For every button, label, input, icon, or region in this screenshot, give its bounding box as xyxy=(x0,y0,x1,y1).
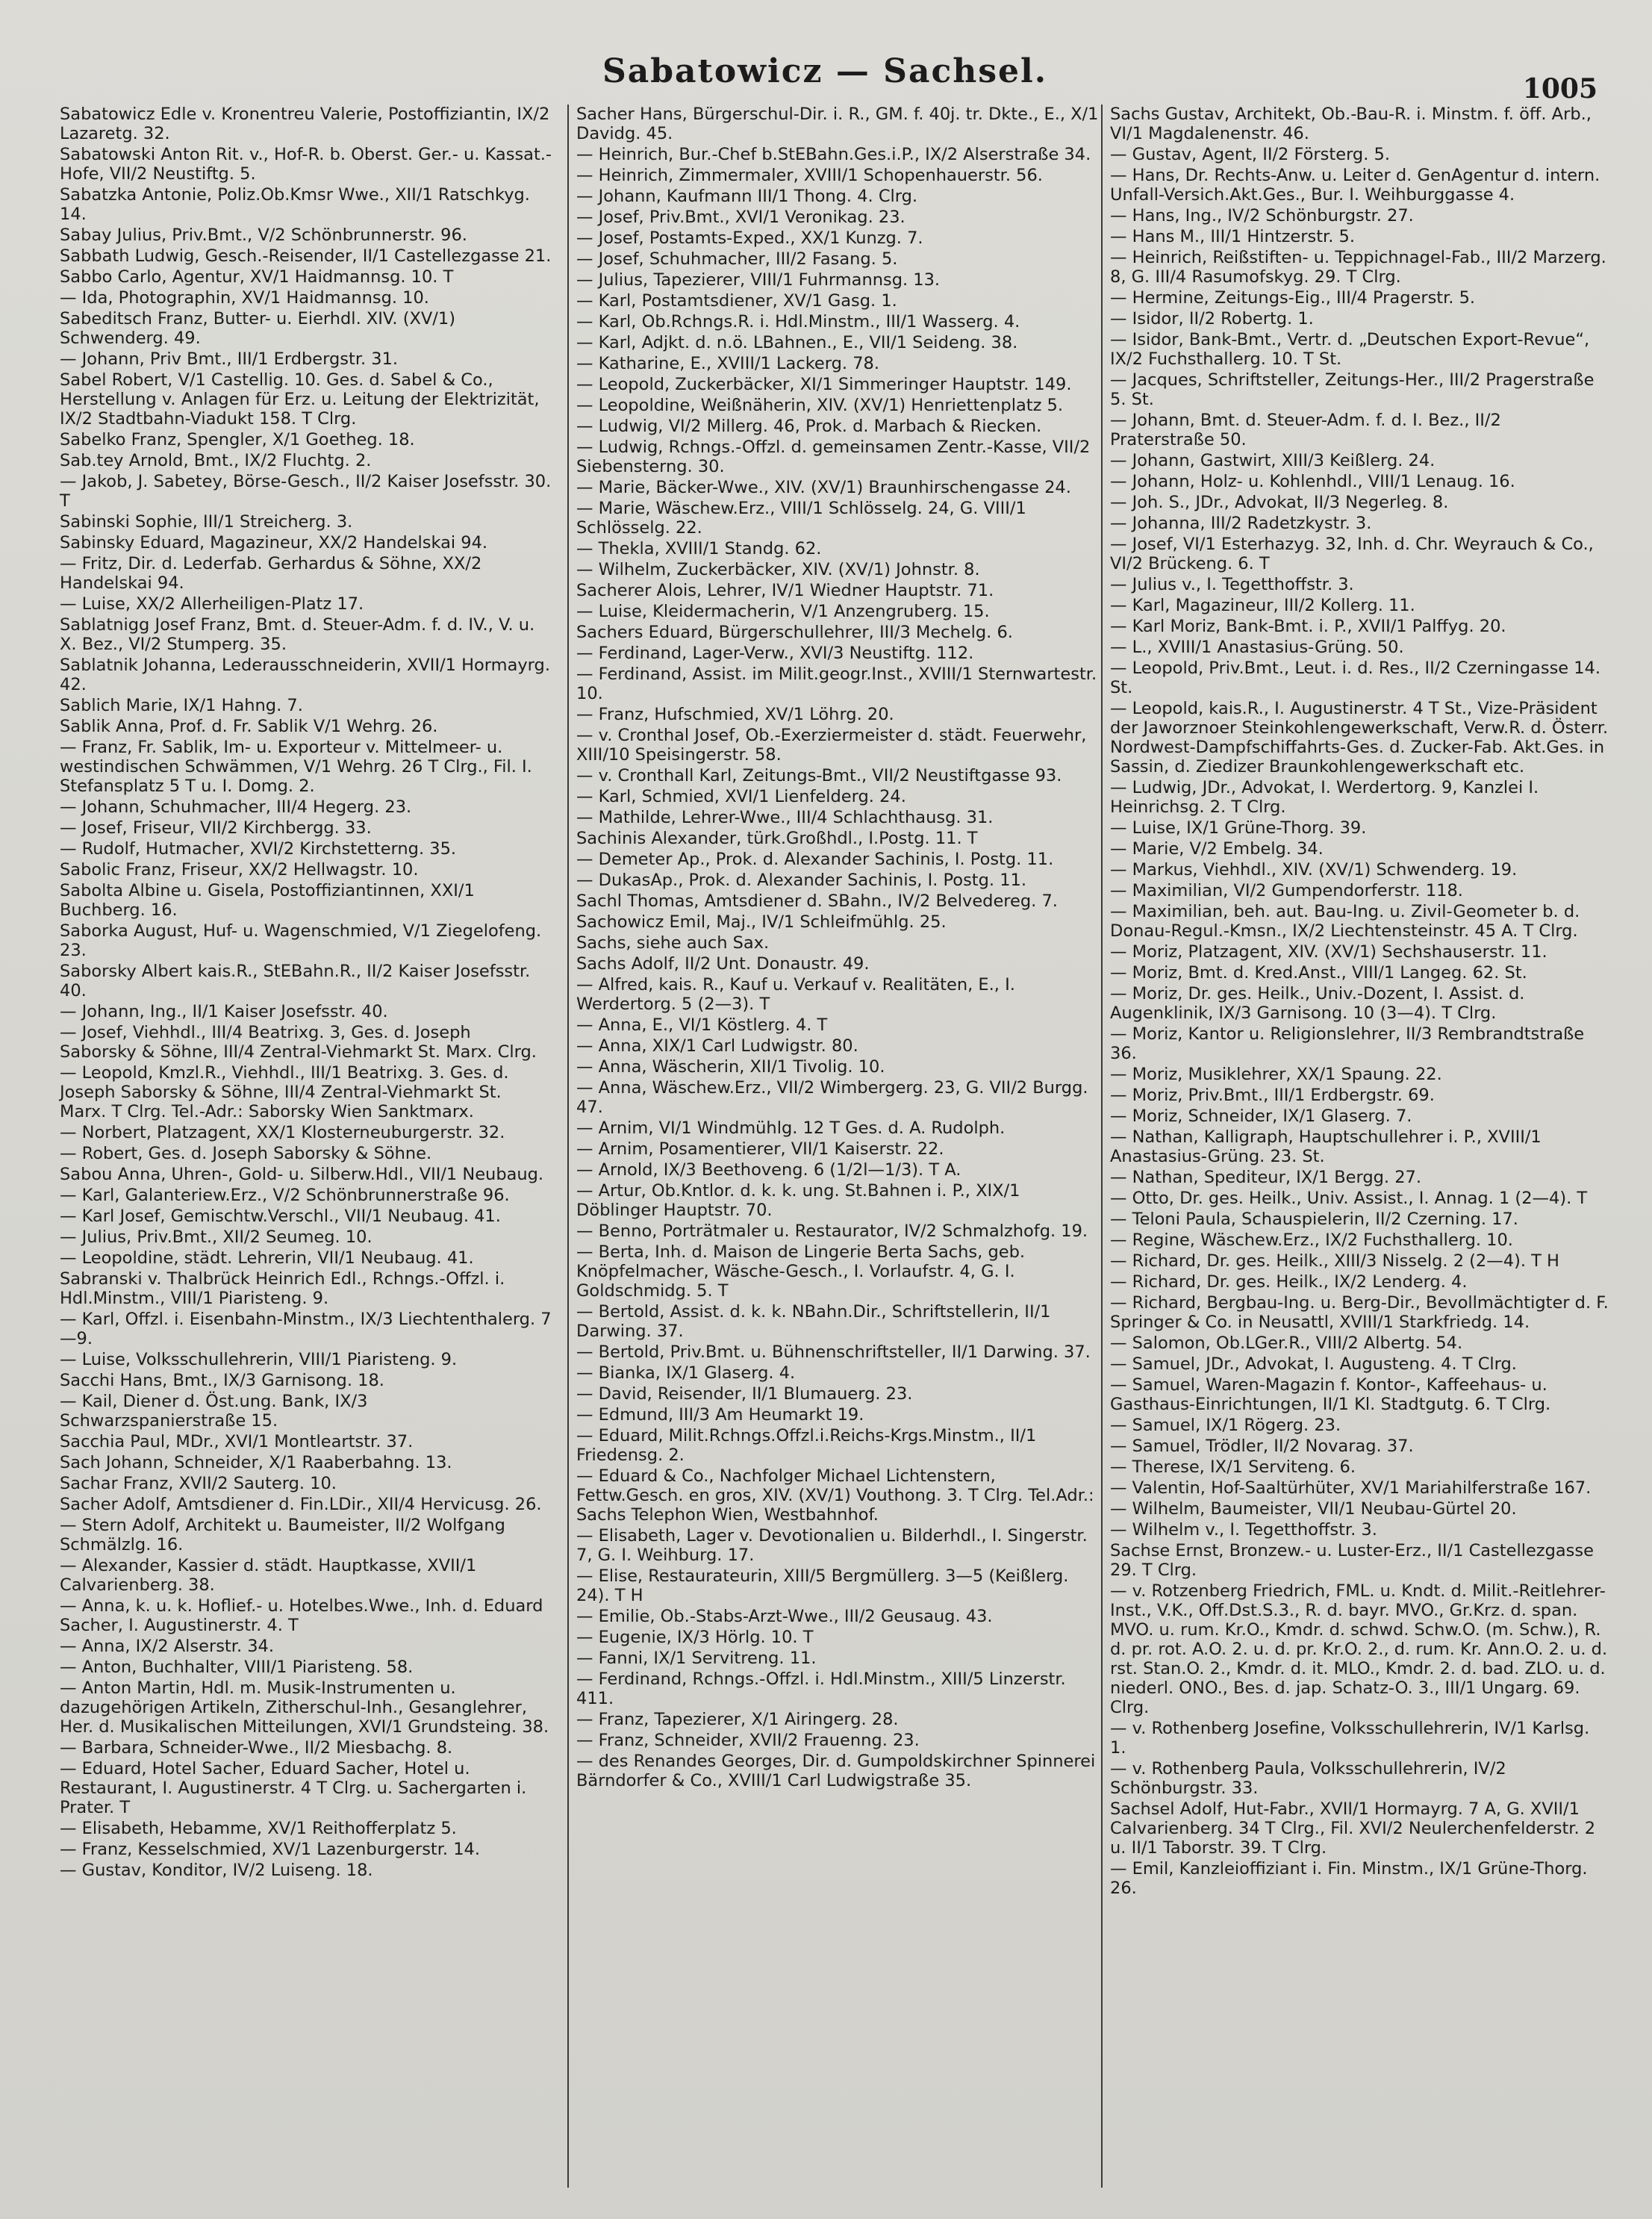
directory-entry: — Gustav, Konditor, IV/2 Luiseng. 18. xyxy=(60,1861,373,1880)
directory-entry: — des Renandes Georges, Dir. d. Gumpoldskirchner Spinnerei Bärndorfer & Co., XVIII/1 Carl Ludwigstraße 35. xyxy=(576,1752,1101,1790)
directory-entry: — Johann, Holz- u. Kohlenhdl., VIII/1 Lenaug. 16. xyxy=(1110,472,1515,491)
directory-entry: — Leopold, Priv.Bmt., Leut. i. d. Res., II/2 Czerningasse 14. St. xyxy=(1110,659,1606,697)
directory-entry: — Wilhelm, Zuckerbäcker, XIV. (XV/1) Johnstr. 8. xyxy=(576,560,980,579)
directory-entry: Sacherer Alois, Lehrer, IV/1 Wiedner Hauptstr. 71. xyxy=(576,581,994,600)
directory-entry: — Emil, Kanzleioffiziant i. Fin. Minstm., IX/1 Grüne-Thorg. 26. xyxy=(1110,1859,1593,1898)
directory-entry: Sachs Gustav, Architekt, Ob.-Bau-R. i. Minstm. f. öff. Arb., VI/1 Magdalenenstr. 46. xyxy=(1110,105,1598,143)
directory-entry: — Thekla, XVIII/1 Standg. 62. xyxy=(576,539,822,558)
directory-entry: — Fanni, IX/1 Servitreng. 11. xyxy=(576,1649,817,1668)
directory-entry: — Moriz, Dr. ges. Heilk., Univ.-Dozent, I. Assist. d. Augenklinik, IX/3 Garnisong. 10 (3—4). T Clrg. xyxy=(1110,984,1530,1023)
directory-entry: — Alfred, kais. R., Kauf u. Verkauf v. Realitäten, E., I. Werdertorg. 5 (2—3). T xyxy=(576,975,1021,1014)
directory-entry: — Johann, Priv Bmt., III/1 Erdbergstr. 31. xyxy=(60,349,399,369)
directory-entry: Sachl Thomas, Amtsdiener d. SBahn., IV/2 Belvedereg. 7. xyxy=(576,891,1058,911)
directory-entry: — Artur, Ob.Kntlor. d. k. k. ung. St.Bahnen i. P., XIX/1 Döblinger Hauptstr. 70. xyxy=(576,1181,1026,1220)
directory-entry: — Ferdinand, Rchngs.-Offzl. i. Hdl.Minstm., XIII/5 Linzerstr. 411. xyxy=(576,1669,1071,1708)
directory-entry: — Josef, Schuhmacher, III/2 Fasang. 5. xyxy=(576,249,898,269)
directory-entry: — Markus, Viehhdl., XIV. (XV/1) Schwenderg. 19. xyxy=(1110,860,1518,880)
directory-entry: — Eduard & Co., Nachfolger Michael Lichtenstern, Fettw.Gesch. en gros, XIV. (XV/1) Vouthong. 3. T Clrg. Tel.Adr.: Sachs Telephon Wien, Westbahnhof. xyxy=(576,1466,1100,1525)
directory-entry: — Richard, Bergbau-Ing. u. Berg-Dir., Bevollmächtigter d. F. Springer & Co. in Neusattl, XVIII/1 Starkfriedg. 14. xyxy=(1110,1293,1614,1332)
directory-entry: — Salomon, Ob.LGer.R., VIII/2 Albertg. 54. xyxy=(1110,1333,1463,1353)
directory-entry: — Josef, Friseur, VII/2 Kirchbergg. 33. xyxy=(60,818,372,838)
directory-entry: Sachs, siehe auch Sax. xyxy=(576,933,770,953)
directory-entry: — Bertold, Priv.Bmt. u. Bühnenschriftsteller, II/1 Darwing. 37. xyxy=(576,1342,1091,1362)
directory-entry: — Ferdinand, Lager-Verw., XVI/3 Neustiftg. 112. xyxy=(576,644,974,663)
directory-entry: — Karl, Ob.Rchngs.R. i. Hdl.Minstm., III/1 Wasserg. 4. xyxy=(576,312,1020,332)
directory-entry: — Franz, Schneider, XVII/2 Frauenng. 23. xyxy=(576,1731,920,1750)
directory-entry: — Barbara, Schneider-Wwe., II/2 Miesbachg. 8. xyxy=(60,1738,453,1758)
directory-entry: — Hans, Dr. Rechts-Anw. u. Leiter d. GenAgentur d. intern. Unfall-Versich.Akt.Ges., Bur. I. Weihburggasse 4. xyxy=(1110,166,1606,205)
directory-entry: Sachsel Adolf, Hut-Fabr., XVII/1 Hormayrg. 7 A, G. XVII/1 Calvarienberg. 34 T Clrg., Fil. XVI/2 Neulerchenfelderstr. 2 u. II/1 Taborstr. 39. T Clrg. xyxy=(1110,1799,1601,1858)
directory-entry: — Leopold, Zuckerbäcker, XI/1 Simmeringer Hauptstr. 149. xyxy=(576,375,1072,394)
directory-entry: — Johann, Gastwirt, XIII/3 Keißlerg. 24. xyxy=(1110,451,1436,470)
directory-entry: — Norbert, Platzagent, XX/1 Klosterneuburgerstr. 32. xyxy=(60,1123,505,1142)
directory-entry: — Johann, Kaufmann III/1 Thong. 4. Clrg. xyxy=(576,187,918,206)
directory-entry: — Julius v., I. Tegetthoffstr. 3. xyxy=(1110,575,1354,594)
column-right xyxy=(1101,105,1614,2188)
directory-entry: — Franz, Tapezierer, X/1 Airingerg. 28. xyxy=(576,1710,899,1729)
directory-entry: — Franz, Kesselschmied, XV/1 Lazenburgerstr. 14. xyxy=(60,1840,481,1859)
directory-entry: Sachse Ernst, Bronzew.- u. Luster-Erz., II/1 Castellezgasse 29. T Clrg. xyxy=(1110,1541,1600,1580)
directory-entry: — Josef, VI/1 Esterhazyg. 32, Inh. d. Chr. Weyrauch & Co., VI/2 Brückeng. 6. T xyxy=(1110,535,1599,573)
directory-entry: Sablik Anna, Prof. d. Fr. Sablik V/1 Wehrg. 26. xyxy=(60,717,438,736)
directory-entry: Saborsky Albert kais.R., StEBahn.R., II/2 Kaiser Josefsstr. 40. xyxy=(60,962,536,1000)
directory-entry: — Ferdinand, Assist. im Milit.geogr.Inst., XVIII/1 Sternwartestr. 10. xyxy=(576,665,1103,703)
running-head: Sabatowicz — Sachsel. xyxy=(602,52,1048,90)
directory-entry: — Bertold, Assist. d. k. k. NBahn.Dir., Schriftstellerin, II/1 Darwing. 37. xyxy=(576,1302,1056,1341)
directory-entry: — Otto, Dr. ges. Heilk., Univ. Assist., I. Annag. 1 (2—4). T xyxy=(1110,1189,1588,1208)
directory-entry: — Karl Moriz, Bank-Bmt. i. P., XVII/1 Palffyg. 20. xyxy=(1110,617,1506,636)
directory-entry: — Julius, Tapezierer, VIII/1 Fuhrmannsg. 13. xyxy=(576,270,941,290)
directory-entry: Sabranski v. Thalbrück Heinrich Edl., Rchngs.-Offzl. i. Hdl.Minstm., VIII/1 Piaristeng. 9. xyxy=(60,1269,511,1308)
directory-entry: Sach Johann, Schneider, X/1 Raaberbahng. 13. xyxy=(60,1453,452,1472)
directory-entry: — Josef, Viehhdl., III/4 Beatrixg. 3, Ges. d. Joseph Saborsky & Söhne, III/4 Zentral-Viehmarkt St. Marx. Clrg. xyxy=(60,1023,537,1062)
directory-entry: Sacher Hans, Bürgerschul-Dir. i. R., GM. f. 40j. tr. Dkte., E., X/1 Davidg. 45. xyxy=(576,105,1104,143)
directory-entry: — Heinrich, Bur.-Chef b.StEBahn.Ges.i.P., IX/2 Alserstraße 34. xyxy=(576,145,1091,164)
directory-entry: — Franz, Hufschmied, XV/1 Löhrg. 20. xyxy=(576,705,894,724)
directory-entry: — Josef, Priv.Bmt., XVI/1 Veronikag. 23. xyxy=(576,208,906,227)
directory-entry: — Jacques, Schriftsteller, Zeitungs-Her., III/2 Pragerstraße 5. St. xyxy=(1110,370,1600,409)
directory-entry: Sabatzka Antonie, Poliz.Ob.Kmsr Wwe., XII/1 Ratschkyg. 14. xyxy=(60,185,536,224)
directory-entry: — Anna, E., VI/1 Köstlerg. 4. T xyxy=(576,1015,828,1035)
directory-entry: — Samuel, Waren-Magazin f. Kontor-, Kaffeehaus- u. Gasthaus-Einrichtungen, II/1 Kl. Stadtgutg. 6. T Clrg. xyxy=(1110,1375,1553,1414)
directory-entry: — Leopoldine, städt. Lehrerin, VII/1 Neubaug. 41. xyxy=(60,1248,474,1268)
directory-entry: — Arnim, VI/1 Windmühlg. 12 T Ges. d. A. Rudolph. xyxy=(576,1118,1006,1138)
directory-entry: Sabatowicz Edle v. Kronentreu Valerie, Postoffiziantin, IX/2 Lazaretg. 32. xyxy=(60,105,555,143)
directory-entry: — Anton, Buchhalter, VIII/1 Piaristeng. 58. xyxy=(60,1658,414,1677)
directory-entry: — Eduard, Milit.Rchngs.Offzl.i.Reichs-Krgs.Minstm., II/1 Friedensg. 2. xyxy=(576,1426,1042,1465)
directory-entry: — Samuel, JDr., Advokat, I. Augusteng. 4. T Clrg. xyxy=(1110,1354,1517,1374)
directory-entry: — Ida, Photographin, XV/1 Haidmannsg. 10. xyxy=(60,288,429,308)
directory-entry: — Gustav, Agent, II/2 Försterg. 5. xyxy=(1110,145,1390,164)
directory-entry: Sabinski Sophie, III/1 Streicherg. 3. xyxy=(60,512,353,532)
directory-entry: — Regine, Wäschew.Erz., IX/2 Fuchsthallerg. 10. xyxy=(1110,1230,1513,1250)
directory-entry: — Luise, Volksschullehrerin, VIII/1 Piaristeng. 9. xyxy=(60,1350,458,1369)
directory-entry: — Luise, Kleidermacherin, V/1 Anzengruberg. 15. xyxy=(576,602,990,621)
directory-entry: — Luise, IX/1 Grüne-Thorg. 39. xyxy=(1110,818,1367,838)
directory-entry: Sabinsky Eduard, Magazineur, XX/2 Handelskai 94. xyxy=(60,533,488,553)
directory-entry: — v. Rothenberg Josefine, Volksschullehrerin, IV/1 Karlsg. 1. xyxy=(1110,1719,1595,1758)
directory-entry: — Johann, Ing., II/1 Kaiser Josefsstr. 40. xyxy=(60,1002,388,1021)
directory-entry: Sabou Anna, Uhren-, Gold- u. Silberw.Hdl., VII/1 Neubaug. xyxy=(60,1165,544,1184)
directory-entry: — v. Rotzenberg Friedrich, FML. u. Kndt. d. Milit.-Reitlehrer-Inst., V.K., Off.Dst.S.3., R. d. bayr. MVO., Gr.Krz. d. span. MVO. u. rum. Kr.O., Kmdr. d. schwd. Schw.O. (m. Schw.), R. d. pr. rot. A.O. 2. u. d. pr. Kr.O. 2., d. rum. Kr. Ann.O. 2. u. d. rst. Stan.O. 2., Kmdr. d. it. MLO., Kmdr. 2. d. bad. ZLO. u. d. niederl. ONO., Bes. d. jap. Schatz-O. 3., III/1 Ungarg. 69. Clrg. xyxy=(1110,1581,1613,1717)
directory-entry: — Josef, Postamts-Exped., XX/1 Kunzg. 7. xyxy=(576,228,923,248)
directory-entry: Sabbo Carlo, Agentur, XV/1 Haidmannsg. 10. T xyxy=(60,267,454,287)
directory-entry: — Moriz, Schneider, IX/1 Glaserg. 7. xyxy=(1110,1107,1412,1126)
directory-entry: Sabay Julius, Priv.Bmt., V/2 Schönbrunnerstr. 96. xyxy=(60,225,467,245)
directory-entry: — L., XVIII/1 Anastasius-Grüng. 50. xyxy=(1110,638,1404,657)
directory-entry: — v. Rothenberg Paula, Volksschullehrerin, IV/2 Schönburgstr. 33. xyxy=(1110,1759,1512,1798)
directory-entry: — Moriz, Priv.Bmt., III/1 Erdbergstr. 69. xyxy=(1110,1086,1435,1105)
directory-entry: Sachers Eduard, Bürgerschullehrer, III/3 Mechelg. 6. xyxy=(576,623,1013,642)
directory-entry: Saborka August, Huf- u. Wagenschmied, V/1 Ziegelofeng. 23. xyxy=(60,921,547,960)
directory-entry: — Benno, Porträtmaler u. Restaurator, IV/2 Schmalzhofg. 19. xyxy=(576,1221,1088,1241)
directory-entry: — Nathan, Spediteur, IX/1 Bergg. 27. xyxy=(1110,1168,1422,1187)
directory-entry: — Wilhelm, Baumeister, VII/1 Neubau-Gürtel 20. xyxy=(1110,1499,1517,1519)
directory-entry: — Julius, Priv.Bmt., XII/2 Seumeg. 10. xyxy=(60,1227,373,1247)
directory-entry: — Anton Martin, Hdl. m. Musik-Instrumenten u. dazugehörigen Artikeln, Zitherschul-Inh., Gesanglehrer, Her. d. Musikalischen Mitteilungen, XVI/1 Grundsteing. 38. xyxy=(60,1678,549,1737)
directory-entry: Sachowicz Emil, Maj., IV/1 Schleifmühlg. 25. xyxy=(576,912,947,932)
directory-entry: — Marie, Wäschew.Erz., VIII/1 Schlösselg. 24, G. VIII/1 Schlösselg. 22. xyxy=(576,499,1032,538)
directory-entry: — Robert, Ges. d. Joseph Saborsky & Söhne. xyxy=(60,1144,432,1163)
directory-entry: — Eugenie, IX/3 Hörlg. 10. T xyxy=(576,1628,814,1647)
directory-entry: — Karl, Magazineur, III/2 Kollerg. 11. xyxy=(1110,596,1415,615)
directory-entry: — Wilhelm v., I. Tegetthoffstr. 3. xyxy=(1110,1520,1377,1540)
directory-entry: — Therese, IX/1 Serviteng. 6. xyxy=(1110,1457,1356,1477)
directory-entry: Sacher Adolf, Amtsdiener d. Fin.LDir., XII/4 Hervicusg. 26. xyxy=(60,1495,542,1514)
directory-entry: — Kail, Diener d. Öst.ung. Bank, IX/3 Schwarzspanierstraße 15. xyxy=(60,1392,373,1431)
directory-entry: — Karl Josef, Gemischtw.Verschl., VII/1 Neubaug. 41. xyxy=(60,1207,501,1226)
directory-entry: — Richard, Dr. ges. Heilk., XIII/3 Nisselg. 2 (2—4). T H xyxy=(1110,1251,1559,1271)
directory-entry: — Franz, Fr. Sablik, Im- u. Exporteur v. Mittelmeer- u. westindischen Schwämmen, V/1 Wehrg. 26 T Clrg., Fil. I. Stefansplatz 5 T u. I. Domg. 2. xyxy=(60,738,537,796)
directory-entry: Sabeditsch Franz, Butter- u. Eierhdl. XIV. (XV/1) Schwenderg. 49. xyxy=(60,309,461,348)
directory-entry: — Valentin, Hof-Saaltürhüter, XV/1 Mariahilferstraße 167. xyxy=(1110,1478,1592,1498)
directory-entry: Sabolta Albine u. Gisela, Postoffiziantinnen, XXI/1 Buchberg. 16. xyxy=(60,881,480,920)
directory-entry: — Edmund, III/3 Am Heumarkt 19. xyxy=(576,1405,864,1425)
directory-entry: — Fritz, Dir. d. Lederfab. Gerhardus & Söhne, XX/2 Handelskai 94. xyxy=(60,554,487,593)
directory-entry: Sachar Franz, XVII/2 Sauterg. 10. xyxy=(60,1474,337,1493)
directory-entry: — v. Cronthal Josef, Ob.-Exerziermeister d. städt. Feuerwehr, XIII/10 Speisingerstr. 58. xyxy=(576,726,1092,765)
directory-entry: — Karl, Offzl. i. Eisenbahn-Minstm., IX/3 Liechtenthalerg. 7—9. xyxy=(60,1310,552,1348)
directory-entry: — Elise, Restaurateurin, XIII/5 Bergmüllerg. 3—5 (Keißlerg. 24). T H xyxy=(576,1566,1074,1605)
directory-entry: — Elisabeth, Hebamme, XV/1 Reithofferplatz 5. xyxy=(60,1819,457,1838)
directory-entry: — Hans, Ing., IV/2 Schönburgstr. 27. xyxy=(1110,206,1414,225)
directory-entry: — Arnold, IX/3 Beethoveng. 6 (1/2l—1/3). T A. xyxy=(576,1160,961,1180)
directory-entry: — Johann, Schuhmacher, III/4 Hegerg. 23. xyxy=(60,797,412,817)
directory-entry: — Isidor, Bank-Bmt., Vertr. d. „Deutschen Export-Revue“, IX/2 Fuchsthallerg. 10. T St. xyxy=(1110,330,1595,369)
directory-entry: — Teloni Paula, Schauspielerin, II/2 Czerning. 17. xyxy=(1110,1210,1518,1229)
directory-entry: — Maximilian, VI/2 Gumpendorferstr. 118. xyxy=(1110,881,1463,900)
directory-entry: — Anna, k. u. k. Hoflief.- u. Hotelbes.Wwe., Inh. d. Eduard Sacher, I. Augustinerstr. 4. T xyxy=(60,1596,549,1635)
directory-entry: — Bianka, IX/1 Glaserg. 4. xyxy=(576,1363,796,1383)
directory-entry: — Arnim, Posamentierer, VII/1 Kaiserstr. 22. xyxy=(576,1139,944,1159)
directory-entry: — Nathan, Kalligraph, Hauptschullehrer i. P., XVIII/1 Anastasius-Grüng. 23. St. xyxy=(1110,1127,1547,1166)
directory-entry: — Anna, IX/2 Alserstr. 34. xyxy=(60,1637,275,1656)
directory-entry: — Karl, Postamtsdiener, XV/1 Gasg. 1. xyxy=(576,291,897,311)
directory-entry: Sabel Robert, V/1 Castellig. 10. Ges. d. Sabel & Co., Herstellung v. Anlagen für Erz. u. Leitung der Elektrizität, IX/2 Stadtbahn-Viadukt 158. T Clrg. xyxy=(60,370,545,429)
directory-entry: Sablatnik Johanna, Lederausschneiderin, XVII/1 Hormayrg. 42. xyxy=(60,656,556,694)
directory-entry: — David, Reisender, II/1 Blumauerg. 23. xyxy=(576,1384,913,1404)
directory-entry: — Samuel, IX/1 Rögerg. 23. xyxy=(1110,1416,1341,1435)
directory-entry: — Demeter Ap., Prok. d. Alexander Sachinis, I. Postg. 11. xyxy=(576,850,1054,869)
directory-entry: — Karl, Schmied, XVI/1 Lienfelderg. 24. xyxy=(576,787,906,806)
directory-entry: — Hans M., III/1 Hintzerstr. 5. xyxy=(1110,227,1355,246)
directory-entry: — Samuel, Trödler, II/2 Novarag. 37. xyxy=(1110,1437,1414,1456)
directory-entry: Sabolic Franz, Friseur, XX/2 Hellwagstr. 10. xyxy=(60,860,419,880)
directory-entry: — Johann, Bmt. d. Steuer-Adm. f. d. I. Bez., II/2 Praterstraße 50. xyxy=(1110,411,1506,449)
directory-entry: — Leopold, kais.R., I. Augustinerstr. 4 T St., Vize-Präsident der Jaworznoer Steinkohlengewerkschaft, Verw.R. d. Österr. Nordwest-Dampfschiffahrts-Ges. d. Zucker-Fab. Akt.Ges. in Sassin, d. Ziedizer Braunkohlengewerkschaft etc. xyxy=(1110,699,1614,777)
directory-entry: — Anna, Wäschew.Erz., VII/2 Wimbergerg. 23, G. VII/2 Burgg. 47. xyxy=(576,1078,1094,1117)
directory-entry: — Luise, XX/2 Allerheiligen-Platz 17. xyxy=(60,594,364,614)
directory-entry: — Moriz, Bmt. d. Kred.Anst., VIII/1 Langeg. 62. St. xyxy=(1110,963,1527,983)
directory-entry: Sacchi Hans, Bmt., IX/3 Garnisong. 18. xyxy=(60,1371,384,1390)
directory-entry: Sab.tey Arnold, Bmt., IX/2 Fluchtg. 2. xyxy=(60,451,372,470)
directory-entry: Sachs Adolf, II/2 Unt. Donaustr. 49. xyxy=(576,954,870,974)
directory-entry: Sabbath Ludwig, Gesch.-Reisender, II/1 Castellezgasse 21. xyxy=(60,246,552,266)
directory-entry: Sablich Marie, IX/1 Hahng. 7. xyxy=(60,696,303,715)
directory-entry: — Maximilian, beh. aut. Bau-Ing. u. Zivil-Geometer b. d. Donau-Regul.-Kmsn., IX/2 Liechtensteinstr. 45 A. T Clrg. xyxy=(1110,902,1586,941)
directory-entry: Sacchia Paul, MDr., XVI/1 Montleartstr. 37. xyxy=(60,1432,414,1451)
directory-entry: — Moriz, Musiklehrer, XX/1 Spaung. 22. xyxy=(1110,1065,1442,1084)
directory-entry: — Richard, Dr. ges. Heilk., IX/2 Lenderg. 4. xyxy=(1110,1272,1468,1292)
directory-entry: — Stern Adolf, Architekt u. Baumeister, II/2 Wolfgang Schmälzlg. 16. xyxy=(60,1516,511,1554)
directory-entry: — Karl, Galanteriew.Erz., V/2 Schönbrunnerstraße 96. xyxy=(60,1186,510,1205)
directory-entry: — Heinrich, Zimmermaler, XVIII/1 Schopenhauerstr. 56. xyxy=(576,166,1043,185)
directory-entry: — Emilie, Ob.-Stabs-Arzt-Wwe., III/2 Geusaug. 43. xyxy=(576,1607,993,1626)
directory-entry: — Johanna, III/2 Radetzkystr. 3. xyxy=(1110,514,1372,533)
directory-entry: — Katharine, E., XVIII/1 Lackerg. 78. xyxy=(576,354,879,373)
directory-entry: — Joh. S., JDr., Advokat, II/3 Negerleg. 8. xyxy=(1110,493,1449,512)
directory-entry: Sabatowski Anton Rit. v., Hof-R. b. Oberst. Ger.- u. Kassat.-Hofe, VII/2 Neustiftg. 5. xyxy=(60,145,552,184)
directory-entry: — Mathilde, Lehrer-Wwe., III/4 Schlachthausg. 31. xyxy=(576,808,994,827)
directory-entry: — Ludwig, JDr., Advokat, I. Werdertorg. 9, Kanzlei I. Heinrichsg. 2. T Clrg. xyxy=(1110,778,1545,817)
directory-entry: — Isidor, II/2 Robertg. 1. xyxy=(1110,309,1314,329)
directory-entry: — Berta, Inh. d. Maison de Lingerie Berta Sachs, geb. Knöpfelmacher, Wäsche-Gesch., I. Vorlaufstr. 4, G. I. Goldschmidg. 5. T xyxy=(576,1242,1031,1301)
directory-entry: — Marie, Bäcker-Wwe., XIV. (XV/1) Braunhirschengasse 24. xyxy=(576,478,1071,497)
directory-entry: — Moriz, Kantor u. Religionslehrer, II/3 Rembrandtstraße 36. xyxy=(1110,1024,1590,1063)
directory-entry: — Eduard, Hotel Sacher, Eduard Sacher, Hotel u. Restaurant, I. Augustinerstr. 4 T Clrg. u. Sachergarten i. Prater. T xyxy=(60,1759,532,1817)
column-left xyxy=(60,105,557,2188)
directory-entry: — Moriz, Platzagent, XIV. (XV/1) Sechshauserstr. 11. xyxy=(1110,942,1547,962)
directory-entry: — Anna, XIX/1 Carl Ludwigstr. 80. xyxy=(576,1036,858,1056)
column-middle xyxy=(567,105,1104,2188)
directory-entry: — Ludwig, Rchngs.-Offzl. d. gemeinsamen Zentr.-Kasse, VII/2 Siebensterng. 30. xyxy=(576,438,1096,476)
directory-entry: — Elisabeth, Lager v. Devotionalien u. Bilderhdl., I. Singerstr. 7, G. I. Weihburg. 17. xyxy=(576,1526,1093,1565)
directory-entry: — Leopoldine, Weißnäherin, XIV. (XV/1) Henriettenplatz 5. xyxy=(576,396,1063,415)
directory-entry: — Leopold, Kmzl.R., Viehhdl., III/1 Beatrixg. 3. Ges. d. Joseph Saborsky & Söhne, III/4 Zentral-Viehmarkt St. Marx. T Clrg. Tel.-Adr.: Saborsky Wien Sanktmarx. xyxy=(60,1063,514,1121)
page-header xyxy=(52,52,1598,105)
directory-entry: — Ludwig, VI/2 Millerg. 46, Prok. d. Marbach & Riecken. xyxy=(576,417,1042,436)
directory-entry: — Karl, Adjkt. d. n.ö. LBahnen., E., VII/1 Seideng. 38. xyxy=(576,333,1018,352)
directory-entry: — DukasAp., Prok. d. Alexander Sachinis, I. Postg. 11. xyxy=(576,871,1026,890)
directory-entry: Sablatnigg Josef Franz, Bmt. d. Steuer-Adm. f. d. IV., V. u. X. Bez., VI/2 Stumperg. 35. xyxy=(60,615,540,654)
directory-entry: — Heinrich, Reißstiften- u. Teppichnagel-Fab., III/2 Marzerg. 8, G. III/4 Rasumofskyg. 29. T Clrg. xyxy=(1110,248,1612,287)
directory-entry: — Anna, Wäscherin, XII/1 Tivolig. 10. xyxy=(576,1057,885,1077)
directory-entry: Sabelko Franz, Spengler, X/1 Goetheg. 18. xyxy=(60,430,415,449)
directory-entry: — v. Cronthall Karl, Zeitungs-Bmt., VII/2 Neustiftgasse 93. xyxy=(576,766,1062,785)
directory-entry: — Hermine, Zeitungs-Eig., III/4 Pragerstr. 5. xyxy=(1110,288,1476,308)
directory-entry: — Rudolf, Hutmacher, XVI/2 Kirchstetterng. 35. xyxy=(60,839,457,859)
page-number: 1005 xyxy=(1522,73,1598,105)
directory-entry: — Alexander, Kassier d. städt. Hauptkasse, XVII/1 Calvarienberg. 38. xyxy=(60,1556,482,1595)
directory-entry: — Jakob, J. Sabetey, Börse-Gesch., II/2 Kaiser Josefsstr. 30. T xyxy=(60,472,557,511)
directory-entry: Sachinis Alexander, türk.Großhdl., I.Postg. 11. T xyxy=(576,829,978,848)
directory-entry: — Marie, V/2 Embelg. 34. xyxy=(1110,839,1324,859)
